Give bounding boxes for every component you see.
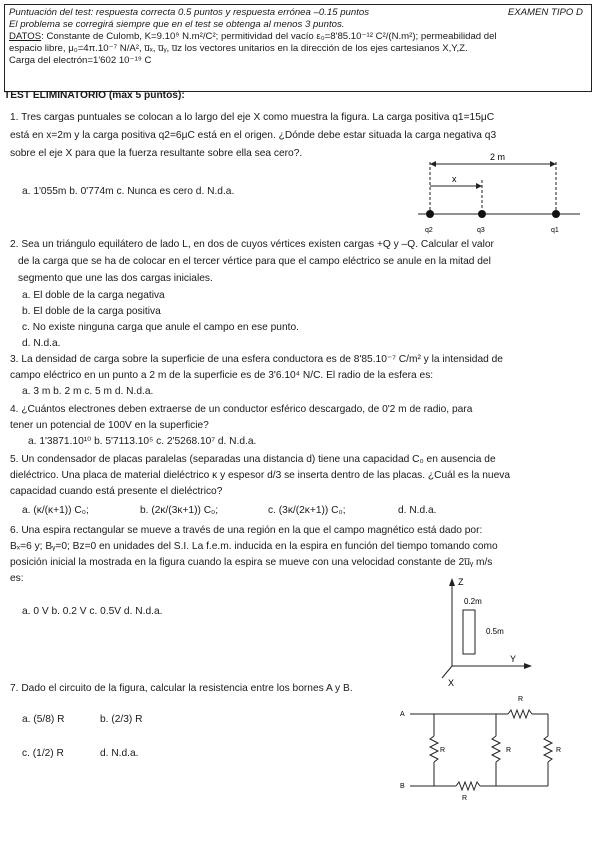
q1-label-x: x [452,174,457,184]
q7-option-c: c. (1/2) R [22,748,64,759]
q7-resistor-left [430,736,438,762]
q1-line-1: 1. Tres cargas puntuales se colocan a lo largo del eje X como muestra la figura. La carga positiva q1=15μC [10,112,495,123]
q3-line-1: 3. La densidad de carga sobre la superficie de una esfera conductora es de 8'85.10⁻⁷ C/m² y la intensidad de [10,354,503,365]
q7-resistor-bottom [456,782,480,790]
scoring-line: Puntuación del test: respuesta correcta 0.5 puntos y respuesta errónea –0.15 puntos [9,7,369,18]
q6-label-height: 0.5m [486,627,504,636]
q6-loop-figure [430,574,560,686]
q4-line-2: tener un potencial de 100V en la superficie? [10,420,209,431]
q7-terminal-a: A [400,711,405,718]
q4-line-1: 4. ¿Cuántos electrones deben extraerse de un conductor esférico descargado, de 0'2 m de radio, para [10,404,473,415]
q7-label-r-right: R [556,747,562,754]
q1-charge-q3 [478,210,486,218]
q6-options: a. 0 V b. 0.2 V c. 0.5V d. N.d.a. [22,606,163,617]
q2-option-c: c. No existe ninguna carga que anule el campo en ese punto. [22,322,299,333]
q6-line-4: es: [10,573,24,584]
q2-line-3: segmento que une las dos cargas iniciales. [18,273,213,284]
q5-option-d: d. N.d.a. [398,505,437,516]
q4-options: a. 1'3871.10¹⁰ b. 5'7113.10⁵ c. 2'5268.10⁷ d. N.d.a. [28,436,257,447]
q1-charge-q1 [552,210,560,218]
q3-line-2: campo eléctrico en un punto a 2 m de la superficie es de 3'6.10⁴ N/C. El radio de la esfera es: [10,370,434,381]
q1-charge-q2 [426,210,434,218]
q7-line-1: 7. Dado el circuito de la figura, calcular la resistencia entre los bornes A y B. [10,683,353,694]
q7-circuit-figure [396,688,586,804]
q2-line-2: de la carga que se ha de colocar en el tercer vértice para que el campo eléctrico se anule en la mitad del [18,256,491,267]
q1-label-q2: q2 [425,227,433,234]
q1-arrow-right [550,161,556,167]
q6-rect-loop [463,610,475,654]
q6-label-x: X [448,678,455,688]
q1-label-q3: q3 [477,227,485,234]
data-line-1: : Constante de Culomb, K=9.10⁹ N.m²/C²; permitividad del vacío ε₀=8'85.10⁻¹² C²/(N.m²); permeabilidad del [41,31,497,42]
q1-arrow-x [476,183,482,189]
q6-x-axis [442,666,452,678]
q7-option-a: a. (5/8) R [22,714,65,725]
q5-line-2: dieléctrico. Una placa de material dieléctrico κ y espesor d/3 se inserta dentro de las placas. ¿Cuál es la nueva [10,470,511,481]
q7-resistor-top [508,710,532,718]
data-label: DATOS [9,31,42,42]
q1-label-2m: 2 m [490,152,506,162]
q5-line-1: 5. Un condensador de placas paralelas (separadas una distancia d) tiene una capacidad C₀ en ausencia de [10,454,496,465]
q7-option-b: b. (2/3) R [100,714,143,725]
q7-option-d: d. N.d.a. [100,748,139,759]
q5-line-3: capacidad cuando está presente el dieléctrico? [10,486,223,497]
q1-options: a. 1'055m b. 0'774m c. Nunca es cero d. N.d.a. [22,186,235,197]
q6-label-z: Z [458,577,464,587]
q1-arrow-left [430,161,436,167]
section-title: TEST ELIMINATORIO (max 5 puntos): [4,90,185,101]
q7-label-r-left: R [440,747,446,754]
q5-option-b: b. (2κ/(3κ+1)) C₀; [140,505,219,516]
q3-options: a. 3 m b. 2 m c. 5 m d. N.d.a. [22,386,154,397]
q7-label-r-top: R [518,696,524,703]
q6-line-3: posición inicial la mostrada en la figura cuando la espira se mueve con una velocidad constante de 2u̅ᵧ m/s [10,557,493,568]
q7-resistor-right [544,736,552,762]
q1-charges-figure [410,150,590,240]
q7-terminal-b: B [400,783,405,790]
q7-resistor-middle [492,736,500,762]
q2-option-a: a. El doble de la carga negativa [22,290,165,301]
q6-label-width: 0.2m [464,597,482,606]
q6-label-y: Y [510,654,517,664]
exam-header [4,4,592,92]
q1-line-3: sobre el eje X para que la fuerza resultante sobre ella sea cero?. [10,148,303,159]
q2-line-1: 2. Sea un triángulo equilátero de lado L, en dos de cuyos vértices existen cargas +Q y –Q. Calcular el valor [10,239,494,250]
q6-line-2: Bₓ=6 y; Bᵧ=0; Bz=0 en unidades del S.I. La f.e.m. inducida en la espira en función del tiempo tomando como [10,541,498,552]
q2-option-b: b. El doble de la carga positiva [22,306,161,317]
correction-note: El problema se corregirá siempre que en el test se obtenga al menos 3 puntos. [9,19,345,30]
q6-line-1: 6. Una espira rectangular se mueve a través de una región en la que el campo magnético está dado por: [10,525,483,536]
q6-y-arrow [524,663,532,669]
exam-type: EXAMEN TIPO D [507,7,583,18]
q5-option-a: a. (κ/(κ+1)) C₀; [22,505,89,516]
q5-option-c: c. (3κ/(2κ+1)) C₀; [268,505,346,516]
q1-label-q1: q1 [551,227,559,234]
q7-label-r-bottom: R [462,795,468,802]
q7-label-r-middle: R [506,747,512,754]
q2-option-d: d. N.d.a. [22,338,61,349]
q1-line-2: está en x=2m y la carga positiva q2=6μC está en el origen. ¿Dónde debe estar situada la carga negativa q3 [10,130,497,141]
data-line-2: espacio libre, μ₀=4π.10⁻⁷ N/A², u̅ₓ, u̅ᵧ, u̅z los vectores unitarios en la dirección de los ejes cartesianos X,Y,Z. [9,43,468,54]
data-line-3: Carga del electrón=1'602 10⁻¹⁹ C [9,55,152,66]
q6-z-arrow [449,578,455,586]
